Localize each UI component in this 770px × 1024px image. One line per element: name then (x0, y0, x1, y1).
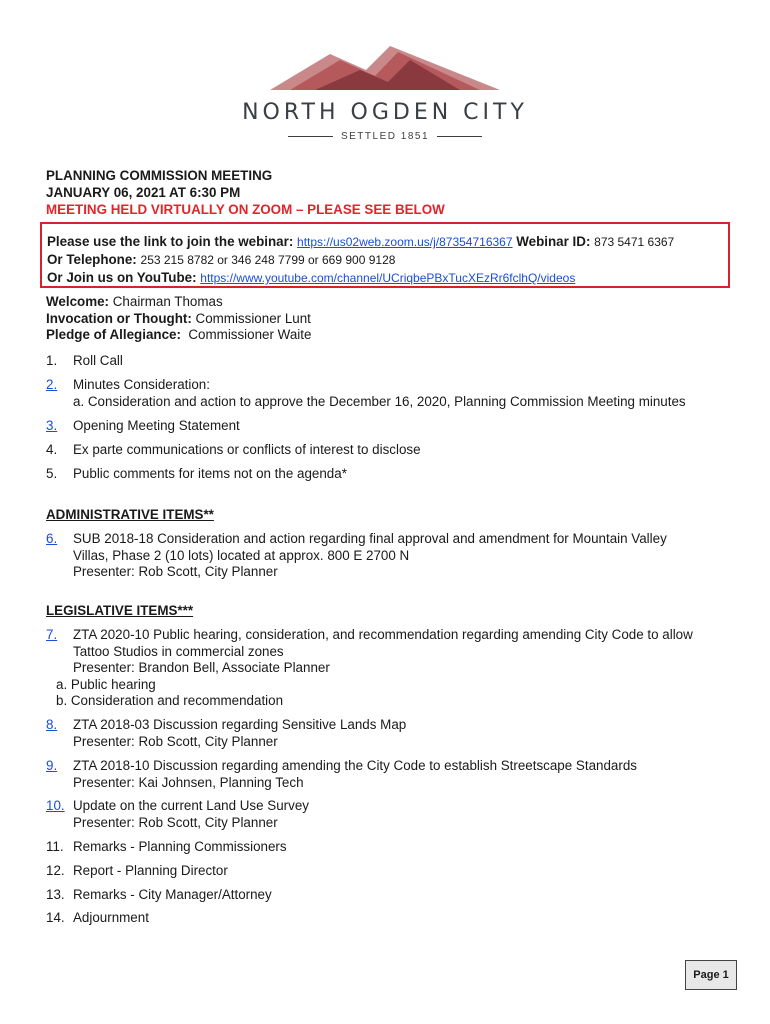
item-sub: a. Public hearing (56, 676, 156, 692)
webinar-link[interactable]: https://us02web.zoom.us/j/87354716367 (297, 235, 513, 249)
item-number: 14. (46, 910, 65, 925)
agenda-item-4 (46, 442, 746, 459)
pledge-value: Commissioner Waite (188, 327, 312, 342)
item-presenter: Presenter: Rob Scott, City Planner (73, 733, 278, 749)
agenda-item-6 (46, 531, 746, 581)
agenda-item-3 (46, 418, 746, 435)
agenda-item-8 (46, 717, 746, 750)
item-line: Villas, Phase 2 (10 lots) located at approx. 800 E 2700 N (73, 547, 410, 563)
youtube-label: Or Join us on YouTube: (47, 270, 197, 285)
mountains-icon (270, 40, 500, 92)
item-number-link[interactable]: 8. (46, 717, 58, 732)
phone-numbers: 253 215 8782 or 346 248 7799 or 669 900 9128 (140, 253, 396, 267)
agenda-item-2 (46, 377, 746, 410)
settled-line (0, 131, 770, 142)
item-presenter: Presenter: Rob Scott, City Planner (73, 564, 278, 579)
invocation-label: Invocation or Thought: (46, 310, 192, 326)
agenda-item-5 (46, 466, 746, 483)
invocation-value: Commissioner Lunt (195, 310, 311, 326)
item-text: Minutes Consideration: (73, 377, 210, 392)
item-number: 11. (46, 839, 64, 854)
agenda-item-10 (46, 798, 746, 831)
item-line: ZTA 2018-10 Discussion regarding amending the City Code to establish Streetscape Standards (73, 758, 637, 773)
item-number-link[interactable]: 6. (46, 531, 58, 546)
item-text: Adjournment (73, 910, 149, 925)
item-line: ZTA 2020-10 Public hearing, consideration, and recommendation regarding amending City Code to allow (73, 627, 693, 642)
item-number-link[interactable]: 3. (46, 418, 58, 433)
agenda-item-7 (46, 627, 746, 710)
legislative-title: LEGISLATIVE ITEMS*** (46, 603, 194, 618)
agenda-item-13 (46, 887, 746, 904)
item-number-link[interactable]: 9. (46, 758, 58, 773)
agenda-item-11 (46, 839, 746, 856)
item-line: Update on the current Land Use Survey (73, 798, 309, 813)
pledge-label: Pledge of Allegiance: (46, 327, 181, 342)
page-number: Page 1 (685, 960, 737, 990)
item-number: 1. (46, 353, 58, 368)
item-number: 12. (46, 863, 65, 878)
welcome-label: Welcome: (46, 294, 110, 309)
meeting-title: PLANNING COMMISSION MEETING (46, 168, 273, 183)
webinar-id: 873 5471 6367 (594, 235, 675, 249)
settled-text: SETTLED 1851 (340, 131, 430, 142)
agenda-item-14 (46, 910, 746, 927)
city-name: NORTH OGDEN CITY (242, 100, 528, 125)
item-text: Ex parte communications or conflicts of interest to disclose (73, 442, 421, 457)
item-text: Remarks - City Manager/Attorney (73, 887, 272, 902)
zoom-info-box (40, 222, 730, 288)
agenda-item-12 (46, 863, 746, 880)
item-number-link[interactable]: 10. (46, 798, 65, 813)
item-text: Remarks - Planning Commissioners (73, 839, 287, 854)
item-text: Opening Meeting Statement (73, 418, 240, 433)
youtube-link[interactable]: https://www.youtube.com/channel/UCriqbePBxTucXEzRr6fclhQ/videos (200, 271, 576, 285)
city-logo (0, 40, 770, 142)
agenda-item-9 (46, 758, 746, 791)
agenda-item-1 (46, 353, 746, 370)
item-text: Report - Planning Director (73, 863, 228, 878)
item-text: Roll Call (73, 353, 123, 368)
item-presenter: Presenter: Kai Johnsen, Planning Tech (73, 774, 304, 790)
item-number: 13. (46, 887, 65, 902)
item-line: SUB 2018-18 Consideration and action regarding final approval and amendment for Mountain Valley (73, 531, 667, 546)
item-number: 5. (46, 466, 58, 481)
item-presenter: Presenter: Brandon Bell, Associate Planner (73, 660, 330, 675)
meeting-notice: MEETING HELD VIRTUALLY ON ZOOM – PLEASE SEE BELOW (46, 202, 445, 217)
administrative-title: ADMINISTRATIVE ITEMS** (46, 507, 214, 522)
webinar-label: Please use the link to join the webinar: (47, 234, 294, 249)
phone-label: Or Telephone: (47, 252, 137, 267)
meeting-date: JANUARY 06, 2021 AT 6:30 PM (46, 185, 241, 200)
item-line: ZTA 2018-03 Discussion regarding Sensitive Lands Map (73, 717, 407, 732)
item-sub: b. Consideration and recommendation (56, 693, 284, 708)
item-number-link[interactable]: 7. (46, 627, 58, 642)
meeting-header (46, 167, 736, 218)
item-number-link[interactable]: 2. (46, 377, 58, 392)
item-text: Public comments for items not on the agenda* (73, 466, 347, 481)
item-presenter: Presenter: Rob Scott, City Planner (73, 814, 278, 830)
item-line: Tattoo Studios in commercial zones (73, 643, 284, 659)
webinar-id-label: Webinar ID: (516, 234, 591, 249)
welcome-value: Chairman Thomas (112, 294, 223, 309)
opening-roles (46, 294, 311, 344)
item-number: 4. (46, 442, 58, 457)
item-sub: a. Consideration and action to approve the December 16, 2020, Planning Commission Meeting minutes (73, 393, 686, 409)
